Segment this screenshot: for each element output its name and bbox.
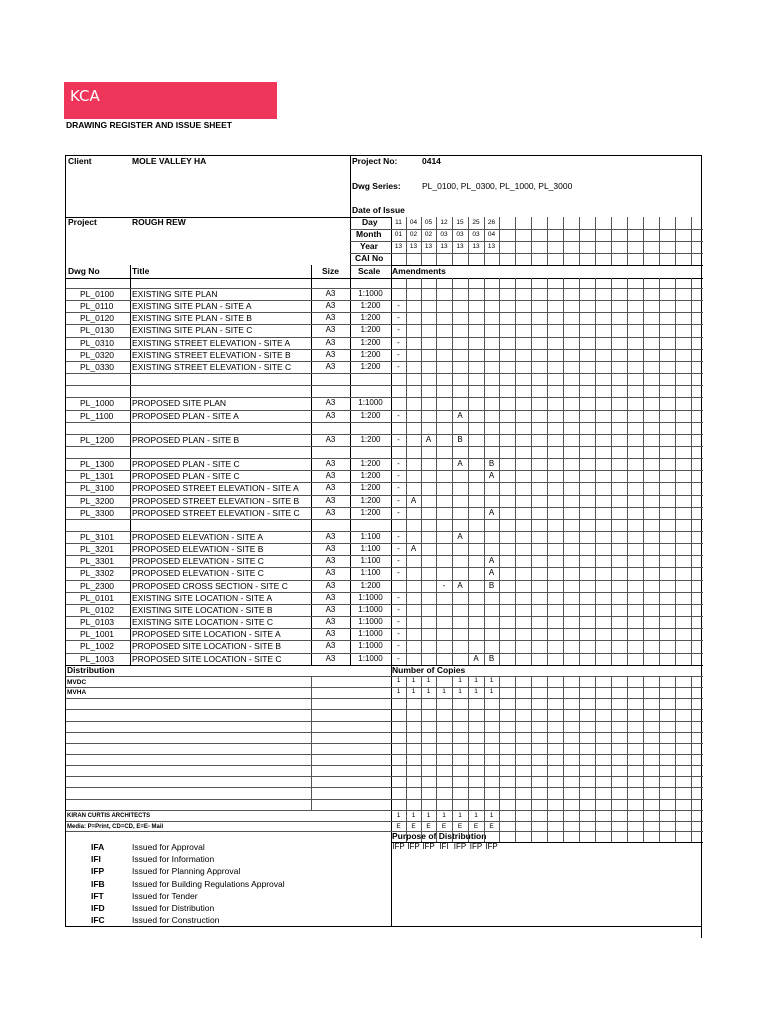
row-scale: 1:1000 — [358, 617, 383, 627]
row-amendment: - — [397, 653, 400, 663]
row-amendment: - — [397, 532, 400, 541]
row-amendment: B — [488, 653, 495, 663]
row-size: A3 — [325, 507, 336, 517]
row-scale: 1:200 — [360, 434, 381, 444]
logo-text: KCA — [70, 87, 100, 105]
row-amendment: A — [425, 434, 432, 444]
dwg-series-label: Dwg Series: — [352, 181, 401, 191]
distribution-label: Distribution — [67, 665, 115, 675]
row-title: PROPOSED ELEVATION - SITE C — [132, 556, 264, 567]
column-rule — [611, 676, 612, 842]
row-rule — [66, 765, 703, 766]
row-title: EXISTING SITE PLAN - SITE B — [132, 313, 252, 324]
row-scale: 1:1000 — [358, 653, 383, 663]
row-title: PROPOSED ELEVATION - SITE A — [132, 532, 263, 542]
copies-cell: 1 — [489, 677, 494, 684]
row-dwg-no: PL_0310 — [80, 337, 115, 348]
row-scale: 1:100 — [360, 544, 381, 554]
purpose-cell: IFP — [422, 842, 435, 851]
row-title: EXISTING STREET ELEVATION - SITE A — [132, 337, 291, 348]
kca-copies-cell: 1 — [396, 812, 401, 819]
purpose-code: IFD — [91, 903, 105, 913]
row-amendment: - — [397, 568, 400, 578]
row-rule — [66, 831, 703, 832]
row-scale: 1:200 — [360, 410, 381, 420]
column-rule — [515, 676, 516, 842]
row-dwg-no: PL_1200 — [80, 434, 115, 445]
date-days-cell: 11 — [395, 219, 402, 226]
row-size: A3 — [325, 483, 336, 493]
row-amendment: A — [410, 544, 417, 554]
row-amendment: - — [397, 349, 400, 359]
row-dwg-no: PL_0103 — [80, 617, 115, 628]
row-size: A3 — [325, 398, 336, 408]
row-amendment: A — [488, 471, 495, 481]
row-size: A3 — [325, 604, 336, 614]
row-size: A3 — [325, 617, 336, 627]
row-scale: 1:200 — [360, 349, 381, 359]
row-size: A3 — [325, 556, 336, 566]
row-scale: 1:200 — [360, 580, 381, 590]
date-months-cell: 01 — [394, 231, 403, 238]
copies-cell: 1 — [474, 677, 478, 684]
client-label: Client — [68, 156, 92, 166]
row-rule — [66, 743, 703, 744]
row-rule — [66, 754, 703, 755]
row-amendment: B — [488, 459, 495, 469]
row-title: EXISTING SITE LOCATION - SITE B — [132, 604, 273, 615]
date-years-cell: 13 — [424, 243, 433, 250]
client-value: MOLE VALLEY HA — [132, 156, 207, 166]
row-scale: 1:1000 — [358, 592, 383, 602]
year-label: Year — [360, 241, 378, 251]
row-scale: 1:1000 — [358, 289, 383, 298]
row-title: PROPOSED STREET ELEVATION - SITE C — [132, 507, 300, 518]
row-size: A3 — [325, 629, 336, 639]
row-amendment: - — [397, 337, 400, 347]
recipient-mvdc: MVDC — [67, 679, 87, 686]
row-dwg-no: PL_0101 — [80, 592, 115, 603]
row-amendment: - — [397, 507, 400, 517]
kca-label: KIRAN CURTIS ARCHITECTS — [67, 813, 151, 819]
purpose-cell: IFI — [439, 842, 449, 851]
row-title: PROPOSED PLAN - SITE C — [132, 459, 240, 470]
row-title: EXISTING STREET ELEVATION - SITE B — [132, 349, 291, 360]
row-size: A3 — [325, 641, 336, 651]
row-dwg-no: PL_3300 — [80, 507, 115, 518]
row-rule — [66, 385, 703, 386]
row-scale: 1:1000 — [358, 398, 383, 408]
day-label: Day — [362, 217, 378, 227]
media-cell: E — [441, 823, 447, 830]
row-rule — [66, 676, 703, 677]
purpose-desc: Issued for Tender — [132, 890, 198, 901]
cai-label: CAI No — [355, 253, 384, 263]
date-years-cell: 13 — [456, 243, 464, 250]
date-years-cell: 13 — [440, 243, 448, 250]
row-rule — [350, 229, 391, 230]
date-days-cell: 15 — [456, 219, 464, 226]
row-rule — [66, 810, 703, 811]
row-dwg-no: PL_3200 — [80, 495, 115, 506]
row-scale: 1:200 — [360, 301, 381, 311]
row-scale: 1:100 — [360, 532, 381, 541]
row-size: A3 — [325, 337, 336, 347]
date-days-cell: 04 — [409, 219, 418, 226]
media-cell: E — [473, 823, 479, 830]
date-days-cell: 25 — [472, 219, 480, 226]
row-amendment: - — [442, 580, 446, 590]
row-dwg-no: PL_2300 — [80, 580, 115, 591]
purpose-desc: Issued for Building Regulations Approval — [132, 878, 285, 889]
row-title: EXISTING SITE LOCATION - SITE C — [132, 617, 274, 628]
date-years-cell: 13 — [472, 243, 480, 250]
month-label: Month — [356, 229, 382, 239]
row-amendment: - — [397, 325, 400, 335]
row-scale: 1:1000 — [358, 641, 383, 651]
row-dwg-no: PL_0100 — [80, 289, 115, 299]
row-rule — [350, 241, 391, 242]
media-cell: E — [489, 823, 494, 830]
row-title: PROPOSED SITE LOCATION - SITE B — [132, 641, 282, 652]
column-rule — [643, 676, 644, 842]
row-title: PROPOSED SITE LOCATION - SITE A — [132, 629, 281, 640]
column-rule — [627, 676, 628, 842]
row-scale: 1:1000 — [358, 604, 383, 614]
purpose-desc: Issued for Approval — [132, 842, 205, 852]
row-rule — [66, 687, 703, 688]
row-amendment: - — [397, 544, 400, 554]
row-dwg-no: PL_1000 — [80, 398, 115, 409]
row-title: PROPOSED ELEVATION - SITE C — [132, 568, 264, 579]
project-label: Project — [68, 217, 97, 227]
row-amendment: - — [397, 604, 400, 614]
purpose-cell: IFP — [407, 842, 420, 851]
row-size: A3 — [325, 471, 336, 481]
column-rule — [391, 665, 392, 926]
row-dwg-no: PL_3101 — [80, 532, 115, 542]
purpose-cell: IFP — [453, 842, 467, 851]
purpose-code: IFC — [91, 915, 105, 926]
row-size: A3 — [325, 349, 336, 359]
register-sheet — [65, 155, 702, 927]
col-scale: Scale — [358, 266, 381, 276]
row-scale: 1:200 — [360, 483, 381, 493]
row-rule — [66, 519, 703, 520]
row-amendment: - — [397, 556, 400, 566]
row-title: PROPOSED ELEVATION - SITE B — [132, 544, 264, 555]
copies-label: Number of Copies — [392, 665, 466, 675]
project-no-value: 0414 — [422, 156, 441, 166]
col-title: Title — [132, 266, 150, 276]
media-cell: E — [457, 823, 463, 830]
row-scale: 1:200 — [360, 337, 381, 347]
column-rule — [675, 676, 676, 842]
row-size: A3 — [325, 361, 336, 371]
column-rule — [499, 676, 500, 842]
media-cell: E — [396, 823, 401, 830]
row-title: PROPOSED SITE PLAN — [132, 398, 226, 409]
row-dwg-no: PL_3301 — [80, 556, 115, 567]
row-amendment: - — [397, 313, 400, 323]
row-amendment: A — [488, 556, 495, 566]
kca-copies-cell: 1 — [458, 812, 462, 819]
row-rule — [66, 821, 703, 822]
row-amendment: A — [473, 653, 479, 663]
purpose-code: IFB — [91, 878, 105, 889]
row-title: EXISTING STREET ELEVATION - SITE C — [132, 361, 292, 372]
row-rule — [66, 446, 703, 447]
row-scale: 1:200 — [360, 495, 381, 505]
row-amendment: A — [488, 568, 495, 578]
kca-copies-cell: 1 — [489, 812, 494, 819]
date-months-cell: 04 — [487, 231, 496, 238]
row-title: EXISTING SITE LOCATION - SITE A — [132, 592, 273, 603]
col-dwg-no: Dwg No — [68, 266, 100, 276]
column-rule — [547, 676, 548, 842]
row-rule — [350, 265, 391, 266]
row-dwg-no: PL_0102 — [80, 604, 115, 615]
row-dwg-no: PL_3302 — [80, 568, 115, 579]
row-amendment: B — [457, 434, 463, 444]
copies-cell: 1 — [426, 677, 431, 684]
row-title: PROPOSED STREET ELEVATION - SITE B — [132, 495, 300, 506]
row-rule — [66, 787, 703, 788]
project-no-label: Project No: — [352, 156, 398, 166]
row-amendment: A — [457, 532, 463, 541]
row-size: A3 — [325, 592, 336, 602]
purpose-code: IFI — [91, 854, 101, 865]
date-days-cell: 12 — [440, 219, 448, 226]
row-amendment: - — [397, 434, 400, 444]
copies-cell: 1 — [489, 688, 494, 695]
column-rule — [595, 676, 596, 842]
copies-cell: 1 — [458, 677, 462, 684]
copies-cell: 1 — [426, 688, 431, 695]
date-months-cell: 02 — [409, 231, 418, 238]
purpose-desc: Issued for Information — [132, 854, 215, 865]
row-size: A3 — [325, 410, 336, 420]
copies-cell: 1 — [396, 688, 401, 695]
date-months-cell: 03 — [456, 231, 464, 238]
date-years-cell: 13 — [394, 243, 403, 250]
row-scale: 1:200 — [360, 507, 381, 517]
row-title: PROPOSED PLAN - SITE C — [132, 471, 240, 482]
date-years-cell: 13 — [487, 243, 496, 250]
row-rule — [391, 253, 703, 254]
row-rule — [66, 776, 703, 777]
row-scale: 1:100 — [360, 568, 381, 578]
kca-copies-cell: 1 — [411, 812, 416, 819]
row-scale: 1:200 — [360, 361, 381, 371]
row-size: A3 — [325, 495, 336, 505]
dwg-series-value: PL_0100, PL_0300, PL_1000, PL_3000 — [422, 181, 573, 191]
row-title: PROPOSED SITE LOCATION - SITE C — [132, 653, 282, 664]
row-rule — [66, 422, 703, 423]
row-size: A3 — [325, 580, 336, 590]
row-size: A3 — [325, 568, 336, 578]
row-dwg-no: PL_0110 — [80, 301, 114, 312]
column-rule — [531, 676, 532, 842]
row-dwg-no: PL_3100 — [80, 483, 115, 494]
row-title: EXISTING SITE PLAN - SITE A — [132, 301, 252, 312]
kca-copies-cell: 1 — [442, 812, 446, 819]
row-dwg-no: PL_3201 — [80, 544, 115, 555]
copies-cell: 1 — [411, 688, 416, 695]
copies-cell: 1 — [442, 688, 446, 695]
fold-mark — [701, 926, 702, 938]
row-title: PROPOSED CROSS SECTION - SITE C — [132, 580, 288, 591]
row-rule — [66, 665, 703, 666]
kca-logo — [64, 82, 277, 119]
date-months-cell: 03 — [440, 231, 448, 238]
row-dwg-no: PL_1301 — [80, 471, 115, 482]
row-dwg-no: PL_1100 — [80, 410, 114, 421]
media-cell: E — [411, 823, 416, 830]
purpose-cell: IFP — [469, 842, 483, 851]
row-scale: 1:200 — [360, 459, 381, 469]
row-amendment: - — [397, 641, 400, 651]
date-months-cell: 03 — [472, 231, 480, 238]
row-title: EXISTING SITE PLAN — [132, 289, 218, 299]
row-title: PROPOSED STREET ELEVATION - SITE A — [132, 483, 299, 494]
purpose-code: IFA — [91, 842, 105, 852]
row-rule — [350, 265, 703, 266]
row-dwg-no: PL_0130 — [80, 325, 115, 336]
row-dwg-no: PL_0320 — [80, 349, 115, 360]
row-size: A3 — [325, 544, 336, 554]
row-dwg-no: PL_1300 — [80, 459, 115, 470]
kca-copies-cell: 1 — [426, 812, 431, 819]
column-rule — [579, 676, 580, 842]
date-days-cell: 26 — [487, 219, 496, 226]
media-label: Media: P=Print, CD=CD, E=E- Mail — [67, 824, 164, 830]
date-months-cell: 02 — [424, 231, 433, 238]
row-size: A3 — [325, 653, 336, 663]
row-size: A3 — [325, 532, 336, 541]
purpose-cell: IFP — [485, 842, 498, 851]
row-size: A3 — [325, 313, 336, 323]
date-years-cell: 13 — [409, 243, 418, 250]
row-amendment: A — [488, 507, 495, 517]
row-rule — [66, 698, 703, 699]
row-title: PROPOSED PLAN - SITE A — [132, 410, 239, 421]
row-scale: 1:200 — [360, 325, 381, 335]
row-size: A3 — [325, 434, 336, 444]
purpose-code: IFT — [91, 890, 104, 901]
row-rule — [66, 721, 703, 722]
row-scale: 1:1000 — [358, 629, 383, 639]
row-amendment: - — [397, 301, 400, 311]
row-amendment: - — [397, 592, 400, 602]
purpose-code: IFP — [91, 866, 105, 877]
row-size: A3 — [325, 289, 336, 298]
row-amendment: - — [397, 495, 400, 505]
copies-cell: 1 — [396, 677, 401, 684]
copies-cell: 1 — [411, 677, 416, 684]
purpose-desc: Issued for Construction — [132, 915, 220, 926]
row-amendment: - — [397, 410, 400, 420]
col-amendments: Amendments — [392, 266, 446, 276]
row-dwg-no: PL_1003 — [80, 653, 115, 664]
row-scale: 1:200 — [360, 313, 381, 323]
date-days-cell: 05 — [424, 219, 433, 226]
col-size: Size — [322, 266, 340, 276]
row-scale: 1:200 — [360, 471, 381, 481]
row-rule — [66, 278, 703, 279]
media-cell: E — [426, 823, 431, 830]
kca-copies-cell: 1 — [474, 812, 478, 819]
purpose-cell: IFP — [392, 842, 405, 851]
row-amendment: - — [397, 617, 400, 627]
column-rule — [563, 676, 564, 842]
purpose-desc: Issued for Distribution — [132, 903, 215, 913]
row-amendment: - — [397, 459, 400, 469]
row-amendment: A — [410, 495, 417, 505]
row-amendment: - — [397, 483, 400, 493]
purpose-desc: Issued for Planning Approval — [132, 866, 241, 877]
document-title: DRAWING REGISTER AND ISSUE SHEET — [66, 120, 232, 130]
row-rule — [66, 373, 703, 374]
recipient-mvha: MVHA — [67, 689, 87, 696]
row-title: PROPOSED PLAN - SITE B — [132, 434, 240, 445]
row-size: A3 — [325, 301, 336, 311]
row-amendment: A — [457, 410, 463, 420]
row-rule — [350, 253, 391, 254]
row-dwg-no: PL_0330 — [80, 361, 115, 372]
row-size: A3 — [325, 459, 336, 469]
copies-cell: 1 — [458, 688, 462, 695]
row-dwg-no: PL_1002 — [80, 641, 115, 652]
row-amendment: - — [397, 471, 400, 481]
row-rule — [66, 709, 703, 710]
row-amendment: - — [397, 361, 400, 371]
row-amendment: A — [457, 580, 463, 590]
row-size: A3 — [325, 325, 336, 335]
purpose-label: Purpose of Distribution — [392, 831, 487, 841]
row-rule — [66, 732, 703, 733]
copies-cell: 1 — [474, 688, 478, 695]
project-value: ROUGH REW — [132, 217, 186, 227]
row-dwg-no: PL_0120 — [80, 313, 115, 324]
column-rule — [659, 676, 660, 842]
row-amendment: B — [488, 580, 495, 590]
row-rule — [66, 799, 703, 800]
date-of-issue-label: Date of Issue — [352, 205, 405, 215]
column-rule — [691, 676, 692, 842]
row-amendment: - — [397, 629, 400, 639]
row-amendment: A — [457, 459, 463, 469]
row-title: EXISTING SITE PLAN - SITE C — [132, 325, 253, 336]
row-dwg-no: PL_1001 — [80, 629, 115, 640]
row-rule — [66, 217, 391, 218]
row-scale: 1:100 — [360, 556, 381, 566]
